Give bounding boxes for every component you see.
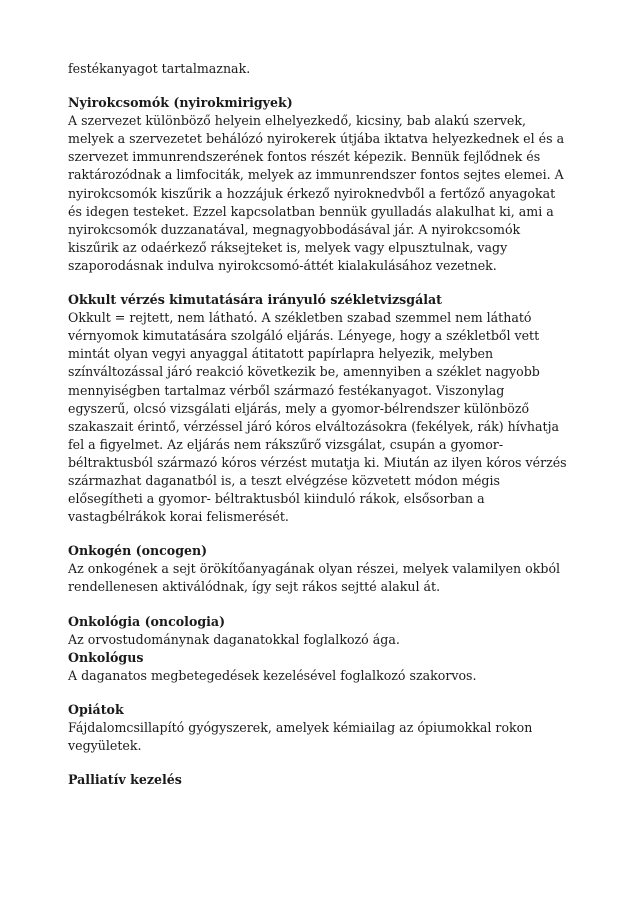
definition-onkologus: A daganatos megbetegedések kezelésével foglalkozó szakorvos. <box>68 667 477 683</box>
term-palliativ-kezeles: Palliatív kezelés <box>68 772 182 788</box>
term-nyirokcsomok: Nyirokcsomók (nyirokmirigyek) <box>68 95 293 111</box>
spacer <box>68 597 568 613</box>
term-okkult-verzes: Okkult vérzés kimutatására irányuló székletvizsgálat <box>68 292 442 308</box>
definition-opiatok: Fájdalomcsillapító gyógyszerek, amelyek kémiailag az ópiumokkal rokon vegyületek. <box>68 720 533 754</box>
spacer <box>68 78 568 94</box>
definition-onkologia: Az orvostudománynak daganatokkal foglalkozó ága. <box>68 631 400 647</box>
definition-nyirokcsomok: A szervezet különböző helyein elhelyezkedő, kicsiny, bab alakú szervek, melyek a szervezetet behálózó nyirokerek útjába iktatva helyezkednek el és a szervezet immunrendszerének fontos részét képezik. Bennük fejlődnek és raktározódnak a limfociták, melyek az immunrendszer fontos sejtes elemei. A nyirokcsomók kiszűrik a hozzájuk érkező nyiroknedvből a fertőző anyagokat és idegen testeket. Ezzel kapcsolatban bennük gyulladás alakulhat ki, ami a nyirokcsomók duzzanatával, megnagyobbodásával jár. A nyirokcsomók kiszűrik az odaérkező ráksejteket is, melyek vagy elpusztulnak, vagy szaporodásnak indulva nyirokcsomó-áttét kialakulásához vezetnek. <box>68 113 565 273</box>
spacer <box>68 685 568 701</box>
spacer <box>68 275 568 291</box>
term-onkologia: Onkológia (oncologia) <box>68 613 226 629</box>
spacer <box>68 526 568 542</box>
intro-fragment: festékanyagot tartalmaznak. <box>68 61 251 76</box>
spacer <box>68 755 568 771</box>
term-opiatok: Opiátok <box>68 701 124 717</box>
definition-onkogen: Az onkogének a sejt örökítőanyagának olyan részei, melyek valamilyen okból rendellenesen aktiválódnak, így sejt rákos sejtté alakul át. <box>68 561 561 595</box>
term-onkologus: Onkológus <box>68 649 144 665</box>
document-page <box>68 60 568 789</box>
term-onkogen: Onkogén (oncogen) <box>68 543 208 559</box>
definition-okkult-verzes: Okkult = rejtett, nem látható. A székletben szabad szemmel nem látható vérnyomok kimutatására szolgáló eljárás. Lényege, hogy a székletből vett mintát olyan vegyi anyaggal átitatott papírlapra helyezik, melyben színváltozással járó reakció következik be, amennyiben a széklet nagyobb mennyiségben tartalmaz vérből származó festékanyagot. Viszonylag egyszerű, olcsó vizsgálati eljárás, mely a gyomor-bélrendszer különböző szakaszait érintő, vérzéssel járó kóros elváltozásokra (fekélyek, rák) hívhatja fel a figyelmet. Az eljárás nem rákszűrő vizsgálat, csupán a gyomor-béltraktusból származó kóros vérzést mutatja ki. Miután az ilyen kóros vérzés származhat daganatból is, a teszt elvégzése közvetett módon mégis elősegítheti a gyomor- béltraktusból kiinduló rákok, elsősorban a vastagbélrákok korai felismerését. <box>68 310 567 525</box>
